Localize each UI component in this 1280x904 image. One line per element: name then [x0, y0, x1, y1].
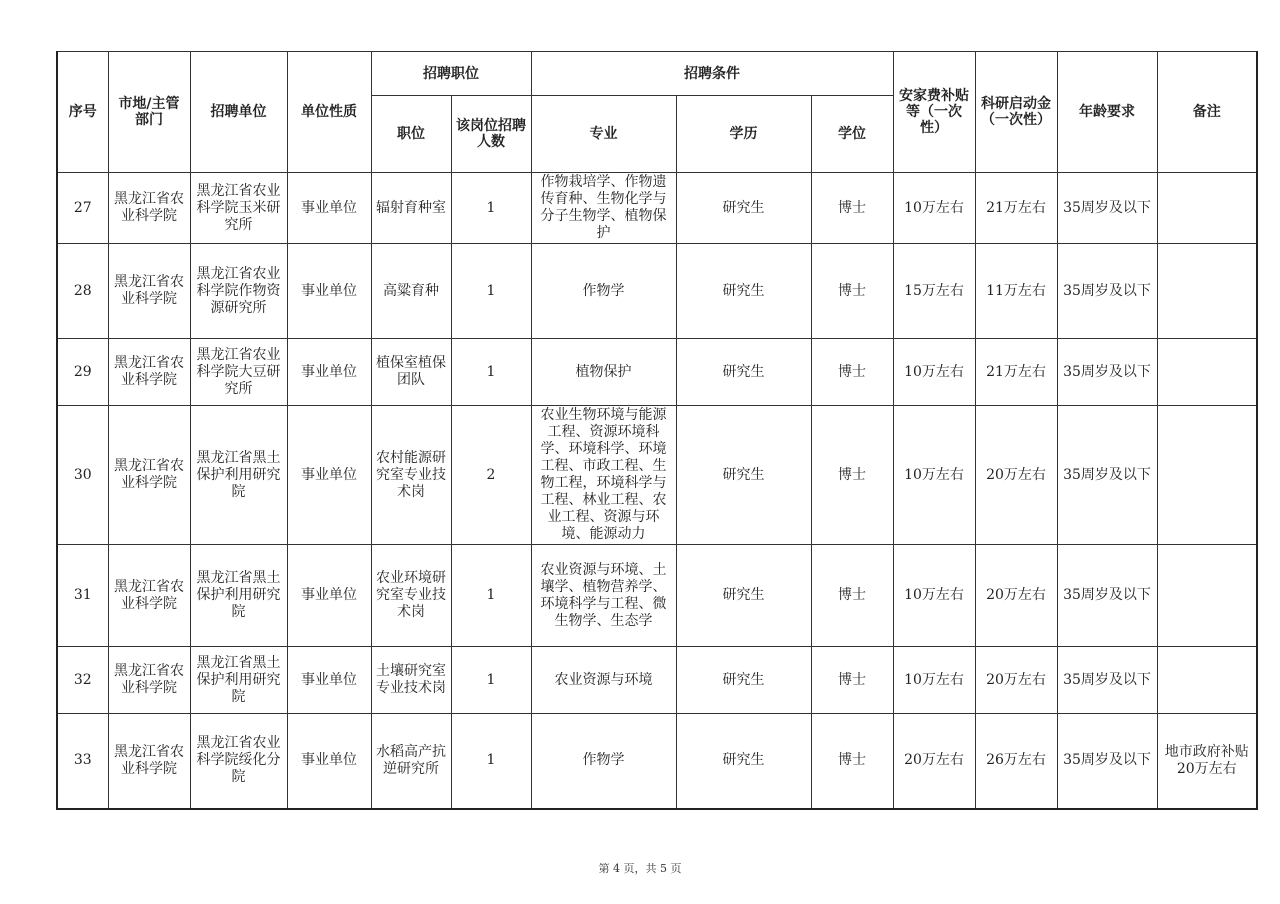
cell-education: 研究生: [676, 173, 811, 244]
table-row: [57, 545, 1257, 647]
cell-major: 作物学: [531, 244, 676, 339]
cell-position: 辐射育种室: [371, 173, 451, 244]
header-settle: 安家费补贴等（一次性）: [893, 52, 975, 173]
header-degree: 学位: [811, 96, 893, 173]
cell-major: 作物学: [531, 714, 676, 809]
cell-count: 1: [451, 173, 531, 244]
cell-research: 26万左右: [975, 714, 1057, 809]
cell-count: 1: [451, 714, 531, 809]
cell-dept: 黑龙江省农业科学院: [108, 244, 190, 339]
cell-dept: 黑龙江省农业科学院: [108, 173, 190, 244]
table-row: [57, 173, 1257, 244]
cell-research: 20万左右: [975, 545, 1057, 647]
cell-degree: 博士: [811, 714, 893, 809]
cell-major: 农业资源与环境、土壤学、植物营养学、环境科学与工程、微生物学、生态学: [531, 545, 676, 647]
cell-nature: 事业单位: [287, 545, 371, 647]
cell-nature: 事业单位: [287, 714, 371, 809]
header-seq: 序号: [57, 52, 108, 173]
cell-education: 研究生: [676, 714, 811, 809]
page-footer: 第 4 页，共 5 页: [598, 862, 682, 875]
cell-education: 研究生: [676, 406, 811, 545]
cell-research: 21万左右: [975, 339, 1057, 406]
cell-unit: 黑龙江省黑土保护利用研究院: [190, 406, 287, 545]
recruitment-table: [56, 51, 1258, 810]
cell-unit: 黑龙江省农业科学院作物资源研究所: [190, 244, 287, 339]
cell-research: 21万左右: [975, 173, 1057, 244]
cell-position: 农业环境研究室专业技术岗: [371, 545, 451, 647]
table-row: [57, 244, 1257, 339]
header-major: 专业: [531, 96, 676, 173]
cell-degree: 博士: [811, 244, 893, 339]
cell-seq: 29: [57, 339, 108, 406]
cell-unit: 黑龙江省黑土保护利用研究院: [190, 647, 287, 714]
cell-education: 研究生: [676, 647, 811, 714]
cell-degree: 博士: [811, 339, 893, 406]
cell-seq: 27: [57, 173, 108, 244]
cell-research: 11万左右: [975, 244, 1057, 339]
cell-settle: 10万左右: [893, 339, 975, 406]
cell-major: 植物保护: [531, 339, 676, 406]
cell-remark: [1157, 647, 1257, 714]
header-count: 该岗位招聘人数: [451, 96, 531, 173]
cell-unit: 黑龙江省农业科学院大豆研究所: [190, 339, 287, 406]
cell-remark: [1157, 545, 1257, 647]
cell-age: 35周岁及以下: [1057, 339, 1157, 406]
header-age: 年龄要求: [1057, 52, 1157, 173]
cell-degree: 博士: [811, 173, 893, 244]
cell-count: 1: [451, 244, 531, 339]
cell-dept: 黑龙江省农业科学院: [108, 714, 190, 809]
cell-position: 农村能源研究室专业技术岗: [371, 406, 451, 545]
cell-major: 作物栽培学、作物遗传育种、生物化学与分子生物学、植物保护: [531, 173, 676, 244]
cell-dept: 黑龙江省农业科学院: [108, 406, 190, 545]
table-row: [57, 714, 1257, 809]
cell-research: 20万左右: [975, 647, 1057, 714]
cell-dept: 黑龙江省农业科学院: [108, 339, 190, 406]
header-research: 科研启动金（一次性）: [975, 52, 1057, 173]
cell-education: 研究生: [676, 244, 811, 339]
cell-degree: 博士: [811, 406, 893, 545]
cell-settle: 20万左右: [893, 714, 975, 809]
cell-age: 35周岁及以下: [1057, 406, 1157, 545]
cell-seq: 31: [57, 545, 108, 647]
cell-count: 1: [451, 545, 531, 647]
cell-age: 35周岁及以下: [1057, 714, 1157, 809]
table-row: [57, 339, 1257, 406]
cell-settle: 10万左右: [893, 173, 975, 244]
cell-settle: 10万左右: [893, 647, 975, 714]
cell-nature: 事业单位: [287, 406, 371, 545]
cell-nature: 事业单位: [287, 339, 371, 406]
header-nature: 单位性质: [287, 52, 371, 173]
header-unit: 招聘单位: [190, 52, 287, 173]
header-position: 职位: [371, 96, 451, 173]
cell-age: 35周岁及以下: [1057, 244, 1157, 339]
cell-age: 35周岁及以下: [1057, 545, 1157, 647]
header-position-group: 招聘职位: [371, 52, 531, 96]
header-education: 学历: [676, 96, 811, 173]
cell-settle: 15万左右: [893, 244, 975, 339]
cell-count: 1: [451, 647, 531, 714]
cell-seq: 28: [57, 244, 108, 339]
cell-age: 35周岁及以下: [1057, 173, 1157, 244]
cell-major: 农业生物环境与能源工程、资源环境科学、环境科学、环境工程、市政工程、生物工程，环境科学与工程、林业工程、农业工程、资源与环境、能源动力: [531, 406, 676, 545]
cell-age: 35周岁及以下: [1057, 647, 1157, 714]
cell-remark: [1157, 244, 1257, 339]
cell-degree: 博士: [811, 545, 893, 647]
cell-position: 水稻高产抗逆研究所: [371, 714, 451, 809]
cell-count: 2: [451, 406, 531, 545]
cell-seq: 30: [57, 406, 108, 545]
cell-settle: 10万左右: [893, 545, 975, 647]
cell-major: 农业资源与环境: [531, 647, 676, 714]
table-row: [57, 647, 1257, 714]
cell-nature: 事业单位: [287, 173, 371, 244]
cell-nature: 事业单位: [287, 244, 371, 339]
cell-nature: 事业单位: [287, 647, 371, 714]
cell-education: 研究生: [676, 339, 811, 406]
cell-unit: 黑龙江省黑土保护利用研究院: [190, 545, 287, 647]
cell-remark: [1157, 339, 1257, 406]
cell-position: 土壤研究室专业技术岗: [371, 647, 451, 714]
cell-seq: 32: [57, 647, 108, 714]
cell-degree: 博士: [811, 647, 893, 714]
cell-seq: 33: [57, 714, 108, 809]
cell-unit: 黑龙江省农业科学院绥化分院: [190, 714, 287, 809]
cell-research: 20万左右: [975, 406, 1057, 545]
cell-dept: 黑龙江省农业科学院: [108, 545, 190, 647]
cell-unit: 黑龙江省农业科学院玉米研究所: [190, 173, 287, 244]
cell-count: 1: [451, 339, 531, 406]
cell-education: 研究生: [676, 545, 811, 647]
cell-position: 植保室植保团队: [371, 339, 451, 406]
header-conditions-group: 招聘条件: [531, 52, 893, 96]
cell-remark: [1157, 406, 1257, 545]
cell-settle: 10万左右: [893, 406, 975, 545]
cell-remark: [1157, 173, 1257, 244]
cell-dept: 黑龙江省农业科学院: [108, 647, 190, 714]
cell-position: 高粱育种: [371, 244, 451, 339]
header-remark: 备注: [1157, 52, 1257, 173]
table-row: [57, 406, 1257, 545]
cell-remark: 地市政府补贴20万左右: [1157, 714, 1257, 809]
header-dept: 市地/主管部门: [108, 52, 190, 173]
